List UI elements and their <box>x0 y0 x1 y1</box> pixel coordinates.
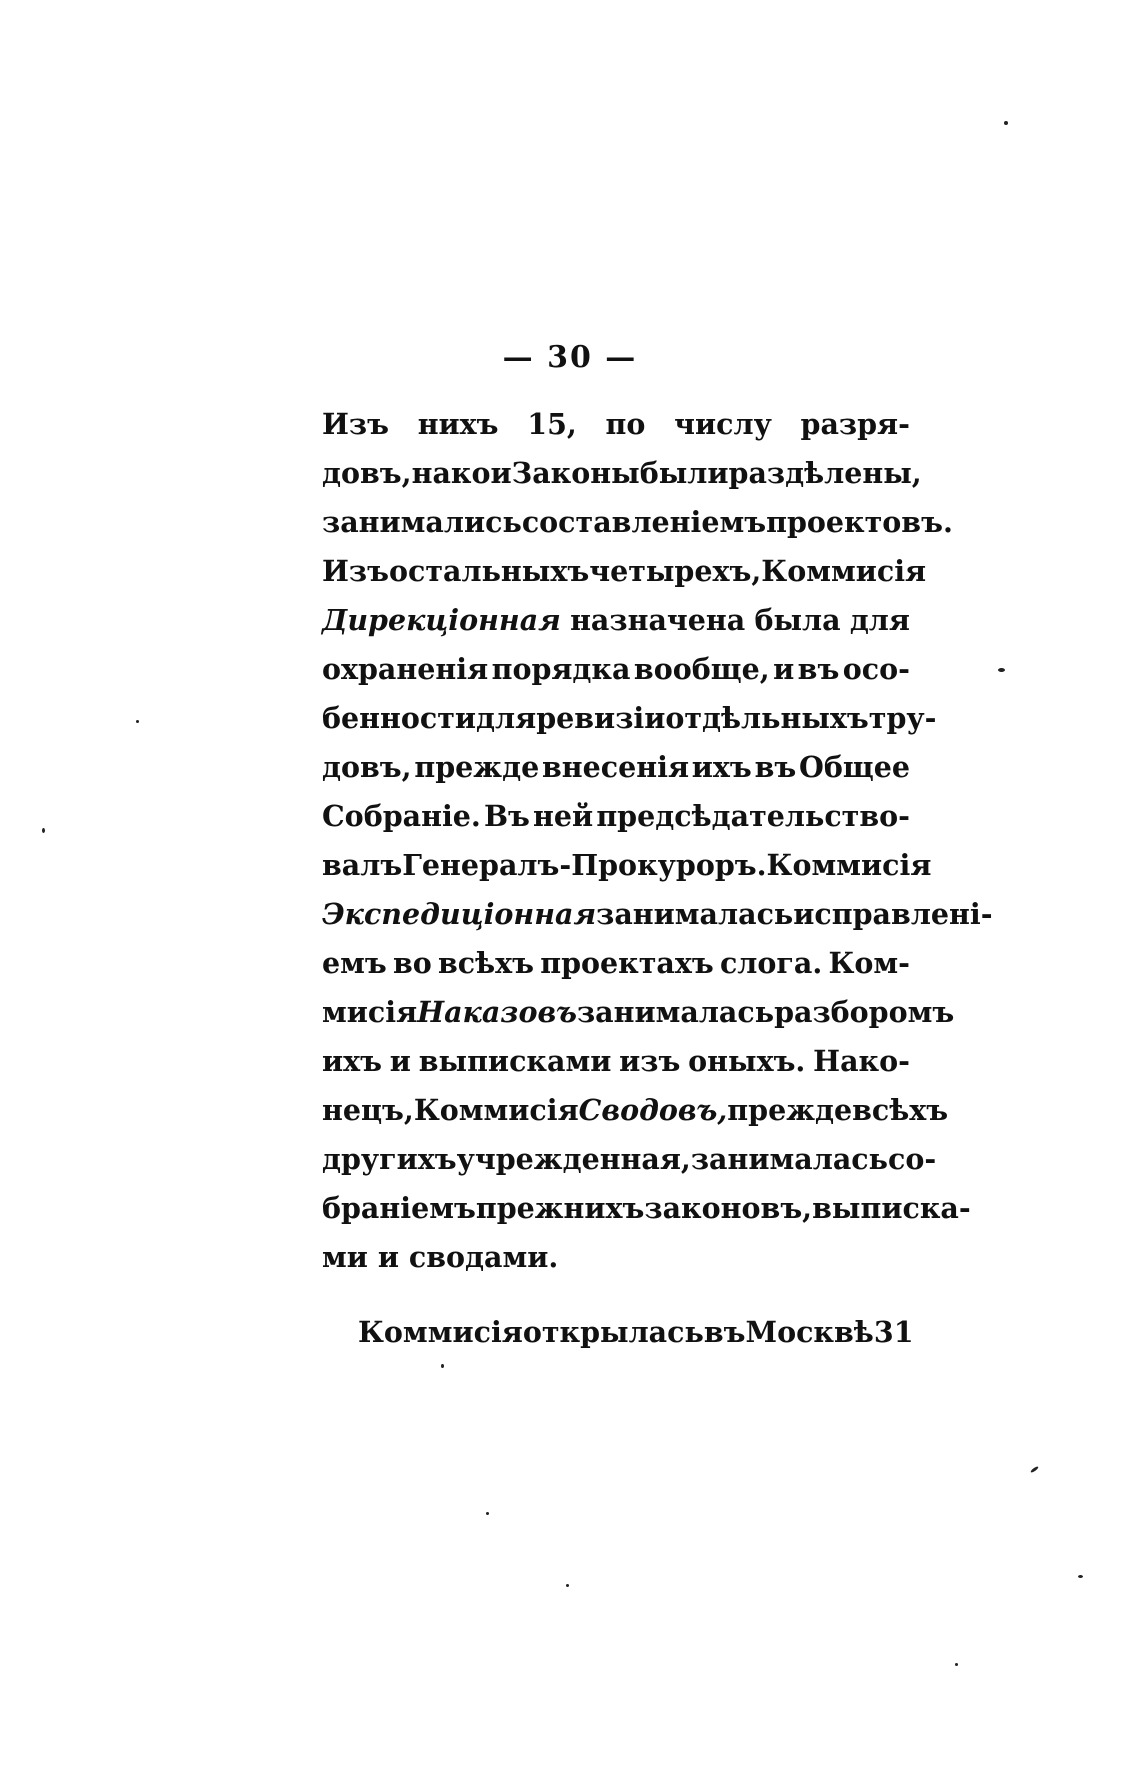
word: всѣхъ <box>852 1093 949 1127</box>
text-line <box>322 1135 937 1184</box>
word: на <box>411 456 451 490</box>
word: тру- <box>868 701 937 735</box>
word: отдѣльныхъ <box>665 701 869 735</box>
word: во <box>392 946 432 980</box>
text-line <box>322 1037 910 1086</box>
text-line <box>322 449 922 498</box>
word: и <box>389 1044 411 1078</box>
scan-speck <box>955 1663 958 1666</box>
word: оныхъ. <box>688 1044 806 1078</box>
text-line <box>322 694 937 743</box>
text-line <box>322 400 910 449</box>
word: разря- <box>800 407 910 441</box>
word: Ком- <box>828 946 910 980</box>
word: Общее <box>799 750 910 784</box>
word: составленіемъ <box>521 505 767 539</box>
word: Экспедиціонная <box>322 897 597 931</box>
word: нихъ <box>417 407 499 441</box>
word: прежнихъ <box>475 1191 645 1225</box>
text-line <box>322 841 932 890</box>
word: занималась <box>576 995 775 1029</box>
word: осо- <box>842 652 910 686</box>
text-line <box>322 792 910 841</box>
word: нецъ, <box>322 1093 414 1127</box>
word: Дирекціонная <box>322 603 561 637</box>
word: занималась <box>596 897 794 931</box>
word: четырехъ, <box>589 554 762 588</box>
word: внесенія <box>541 750 690 784</box>
word: довъ, <box>322 456 412 490</box>
word: разборомъ <box>774 995 955 1029</box>
text-line <box>322 743 910 792</box>
paragraph-2 <box>322 1308 914 1357</box>
word: открылась <box>522 1315 704 1349</box>
word: прежде <box>727 1093 853 1127</box>
word: ихъ <box>322 1044 382 1078</box>
word: предсѣдательство- <box>596 799 910 833</box>
text-line <box>322 498 953 547</box>
scan-speck <box>1030 1466 1039 1474</box>
word: была <box>754 603 841 637</box>
word: вообще, <box>633 652 770 686</box>
word: со- <box>888 1142 937 1176</box>
word: Нако- <box>813 1044 910 1078</box>
word: емъ <box>322 946 387 980</box>
word: проектахъ <box>540 946 714 980</box>
text-line <box>322 547 927 596</box>
word: Законы <box>511 456 640 490</box>
text-line <box>322 1184 971 1233</box>
word: для <box>849 603 910 637</box>
word: другихъ <box>322 1142 457 1176</box>
paragraph-1 <box>322 400 993 1282</box>
word: Коммисія <box>761 554 927 588</box>
scan-speck <box>486 1512 489 1515</box>
word: порядка <box>491 652 631 686</box>
word: ихъ <box>691 750 752 784</box>
word: охраненія <box>322 652 489 686</box>
word: Наказовъ <box>417 995 577 1029</box>
scan-speck <box>998 668 1005 672</box>
word: Въ <box>483 799 530 833</box>
word: законовъ, <box>644 1191 813 1225</box>
word: прежде <box>414 750 540 784</box>
word: Изъ <box>322 407 389 441</box>
scan-speck <box>566 1584 569 1587</box>
word: Коммисія <box>358 1315 523 1349</box>
word: мисія <box>322 995 418 1029</box>
word: выписками <box>418 1044 612 1078</box>
body-text <box>322 400 993 1357</box>
text-line <box>322 890 993 939</box>
word: Собраніе. <box>322 799 481 833</box>
word: ревизіи <box>536 701 666 735</box>
scan-speck <box>1004 121 1008 125</box>
word: числу <box>674 407 772 441</box>
text-line <box>322 596 910 645</box>
word: въ <box>703 1315 746 1349</box>
text-line <box>322 988 955 1037</box>
word: остальныхъ <box>388 554 590 588</box>
word: ми и сводами. <box>322 1240 559 1274</box>
scan-speck <box>136 720 139 723</box>
word: были <box>639 456 729 490</box>
paragraph-gap <box>322 1282 910 1308</box>
word: Москвѣ <box>745 1315 874 1349</box>
word: Коммисія <box>766 848 932 882</box>
text-line <box>322 1086 949 1135</box>
word: 31 <box>873 1315 914 1349</box>
text-line <box>322 1233 910 1282</box>
word: по <box>605 407 646 441</box>
scan-speck <box>441 1364 444 1368</box>
word: браніемъ <box>322 1191 476 1225</box>
word: ней <box>533 799 594 833</box>
word: назначена <box>570 603 746 637</box>
word: довъ, <box>322 750 412 784</box>
scan-speck <box>1078 1575 1083 1578</box>
word: Генералъ-Прокуроръ. <box>402 848 767 882</box>
word: изъ <box>619 1044 681 1078</box>
word: бенности <box>322 701 477 735</box>
word: занималась <box>690 1142 888 1176</box>
word: занимались <box>322 505 522 539</box>
word: валъ <box>322 848 403 882</box>
word: Сводовъ, <box>578 1093 728 1127</box>
word: для <box>476 701 537 735</box>
word: Коммисія <box>413 1093 579 1127</box>
text-line <box>322 939 910 988</box>
word: проектовъ. <box>766 505 953 539</box>
word: выписка- <box>812 1191 971 1225</box>
word: кои <box>450 456 512 490</box>
page-number: — 30 — <box>502 340 638 375</box>
word: 15, <box>527 407 577 441</box>
scan-speck <box>42 828 45 833</box>
word: Изъ <box>322 554 389 588</box>
word: всѣхъ <box>437 946 535 980</box>
word: раздѣлены, <box>728 456 922 490</box>
text-line <box>322 1308 914 1357</box>
word: и <box>773 652 795 686</box>
word: исправлені- <box>793 897 993 931</box>
text-line <box>322 645 910 694</box>
word: учрежденная, <box>456 1142 691 1176</box>
word: въ <box>754 750 797 784</box>
word: въ <box>797 652 840 686</box>
word: слога. <box>719 946 823 980</box>
